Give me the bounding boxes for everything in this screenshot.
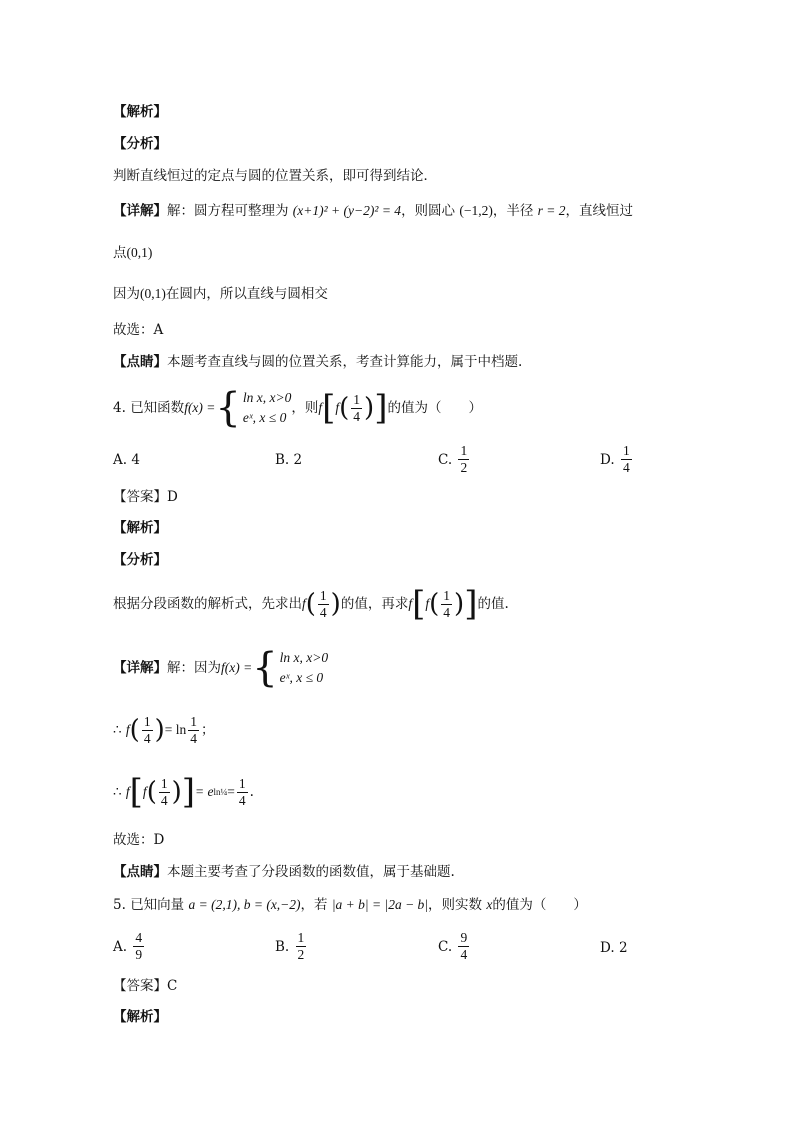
- circle-center: (−1,2): [459, 203, 493, 218]
- circle-radius: r = 2: [537, 203, 566, 218]
- stem-prefix: 已知函数: [130, 400, 185, 416]
- stem-mid: ，则: [291, 400, 319, 416]
- piecewise-function: { ln x, x>0 eˣ, x ≤ 0: [215, 385, 292, 431]
- because-point: (0,1): [140, 286, 166, 301]
- detail-end: ，直线恒过: [565, 203, 634, 219]
- option-d-5[interactable]: D. 2: [600, 940, 628, 956]
- point-prefix: 点: [113, 245, 127, 261]
- comment-tag: 【点睛】: [113, 354, 167, 370]
- case-1: ln x, x>0: [242, 390, 292, 405]
- fraction-quarter: $\frac{1}{4}$: [353, 391, 361, 424]
- vector-condition: |a + b| = |2a − b|: [331, 897, 429, 912]
- choice-4: 故选：D: [113, 832, 165, 848]
- circle-equation: (x+1)² + (y−2)² = 4: [292, 203, 402, 218]
- analysis-tag-5: 【解析】: [113, 1009, 167, 1025]
- detail-mid2: ，半径: [492, 203, 534, 219]
- detail-prefix: 解：圆方程可整理为: [167, 203, 289, 219]
- analysis-tag-4: 【解析】: [113, 520, 167, 536]
- question-4-stem: 4. 已知函数 f(x) = { ln x, x>0 eˣ, x ≤ 0 ，则 f [ f ( $\frac{1}{4}$ ) ] 的值为（ ）: [113, 385, 482, 431]
- because-line: [113, 284, 328, 304]
- fixed-point: (0,1): [126, 245, 153, 260]
- because-text: 在圆内，所以直线与圆相交: [165, 286, 328, 302]
- answer-5: 【答案】C: [113, 978, 178, 994]
- analysis-tag: 【解析】: [113, 104, 167, 120]
- vectors: a = (2,1), b = (x,−2): [188, 897, 301, 912]
- detail-4: 【详解】 解：因为 f(x) = { ln x, x>0 eˣ, x ≤ 0: [113, 645, 329, 691]
- stem-end: 的值为（ ）: [387, 400, 482, 416]
- option-c[interactable]: C. $\frac{1}{2}$: [438, 443, 468, 475]
- fenxi-text: 判断直线恒过的定点与圆的位置关系，即可得到结论．: [113, 168, 437, 184]
- fenxi-tag-4: 【分析】: [113, 552, 167, 568]
- option-a-5[interactable]: A. $\frac{4}{9}$: [113, 930, 143, 962]
- comment-line-4: 【点睛】本题主要考查了分段函数的函数值，属于基础题.: [113, 864, 455, 880]
- detail-mid1: ，则圆心: [401, 203, 456, 219]
- answer-4: 【答案】D: [113, 489, 178, 505]
- option-b-5[interactable]: B. $\frac{1}{2}$: [275, 930, 305, 962]
- comment-text: 本题考查直线与圆的位置关系，考查计算能力，属于中档题.: [167, 354, 523, 370]
- step-1: ∴ f ( $\frac{1}{4}$ ) = ln $\frac{1}{4}$ ；: [113, 713, 215, 746]
- option-c-5[interactable]: C. $\frac{9}{4}$: [438, 930, 468, 962]
- option-b[interactable]: B. 2: [275, 452, 303, 468]
- comment-line-1: [113, 352, 522, 372]
- detail-tag: 【详解】: [113, 203, 167, 219]
- case-2: eˣ, x ≤ 0: [242, 410, 287, 425]
- fenxi-text-4: 根据分段函数的解析式，先求出 f ( $\frac{1}{4}$ ) 的值，再求 f [ f ( $\frac{1}{4}$ ) ] 的值.: [113, 584, 509, 624]
- question-number: 4.: [113, 400, 126, 416]
- step-2: ∴ f [ f ( $\frac{1}{4}$ ) ] = e ln¼ = $\frac{1}{4}$ .: [113, 772, 254, 812]
- function-name: f(x) =: [184, 400, 216, 415]
- option-a[interactable]: A. 4: [113, 452, 140, 468]
- choice-1: 故选：A: [113, 322, 164, 338]
- option-d[interactable]: D. $\frac{1}{4}$: [600, 443, 630, 475]
- fenxi-tag: 【分析】: [113, 136, 167, 152]
- because-prefix: 因为: [113, 286, 140, 302]
- detail-line: [113, 201, 633, 221]
- question-5-stem: 5. 已知向量 a = (2,1), b = (x,−2)，若 |a + b| = |2a − b|，则实数 x的值为（ ）: [113, 897, 587, 913]
- point-line: [113, 243, 152, 263]
